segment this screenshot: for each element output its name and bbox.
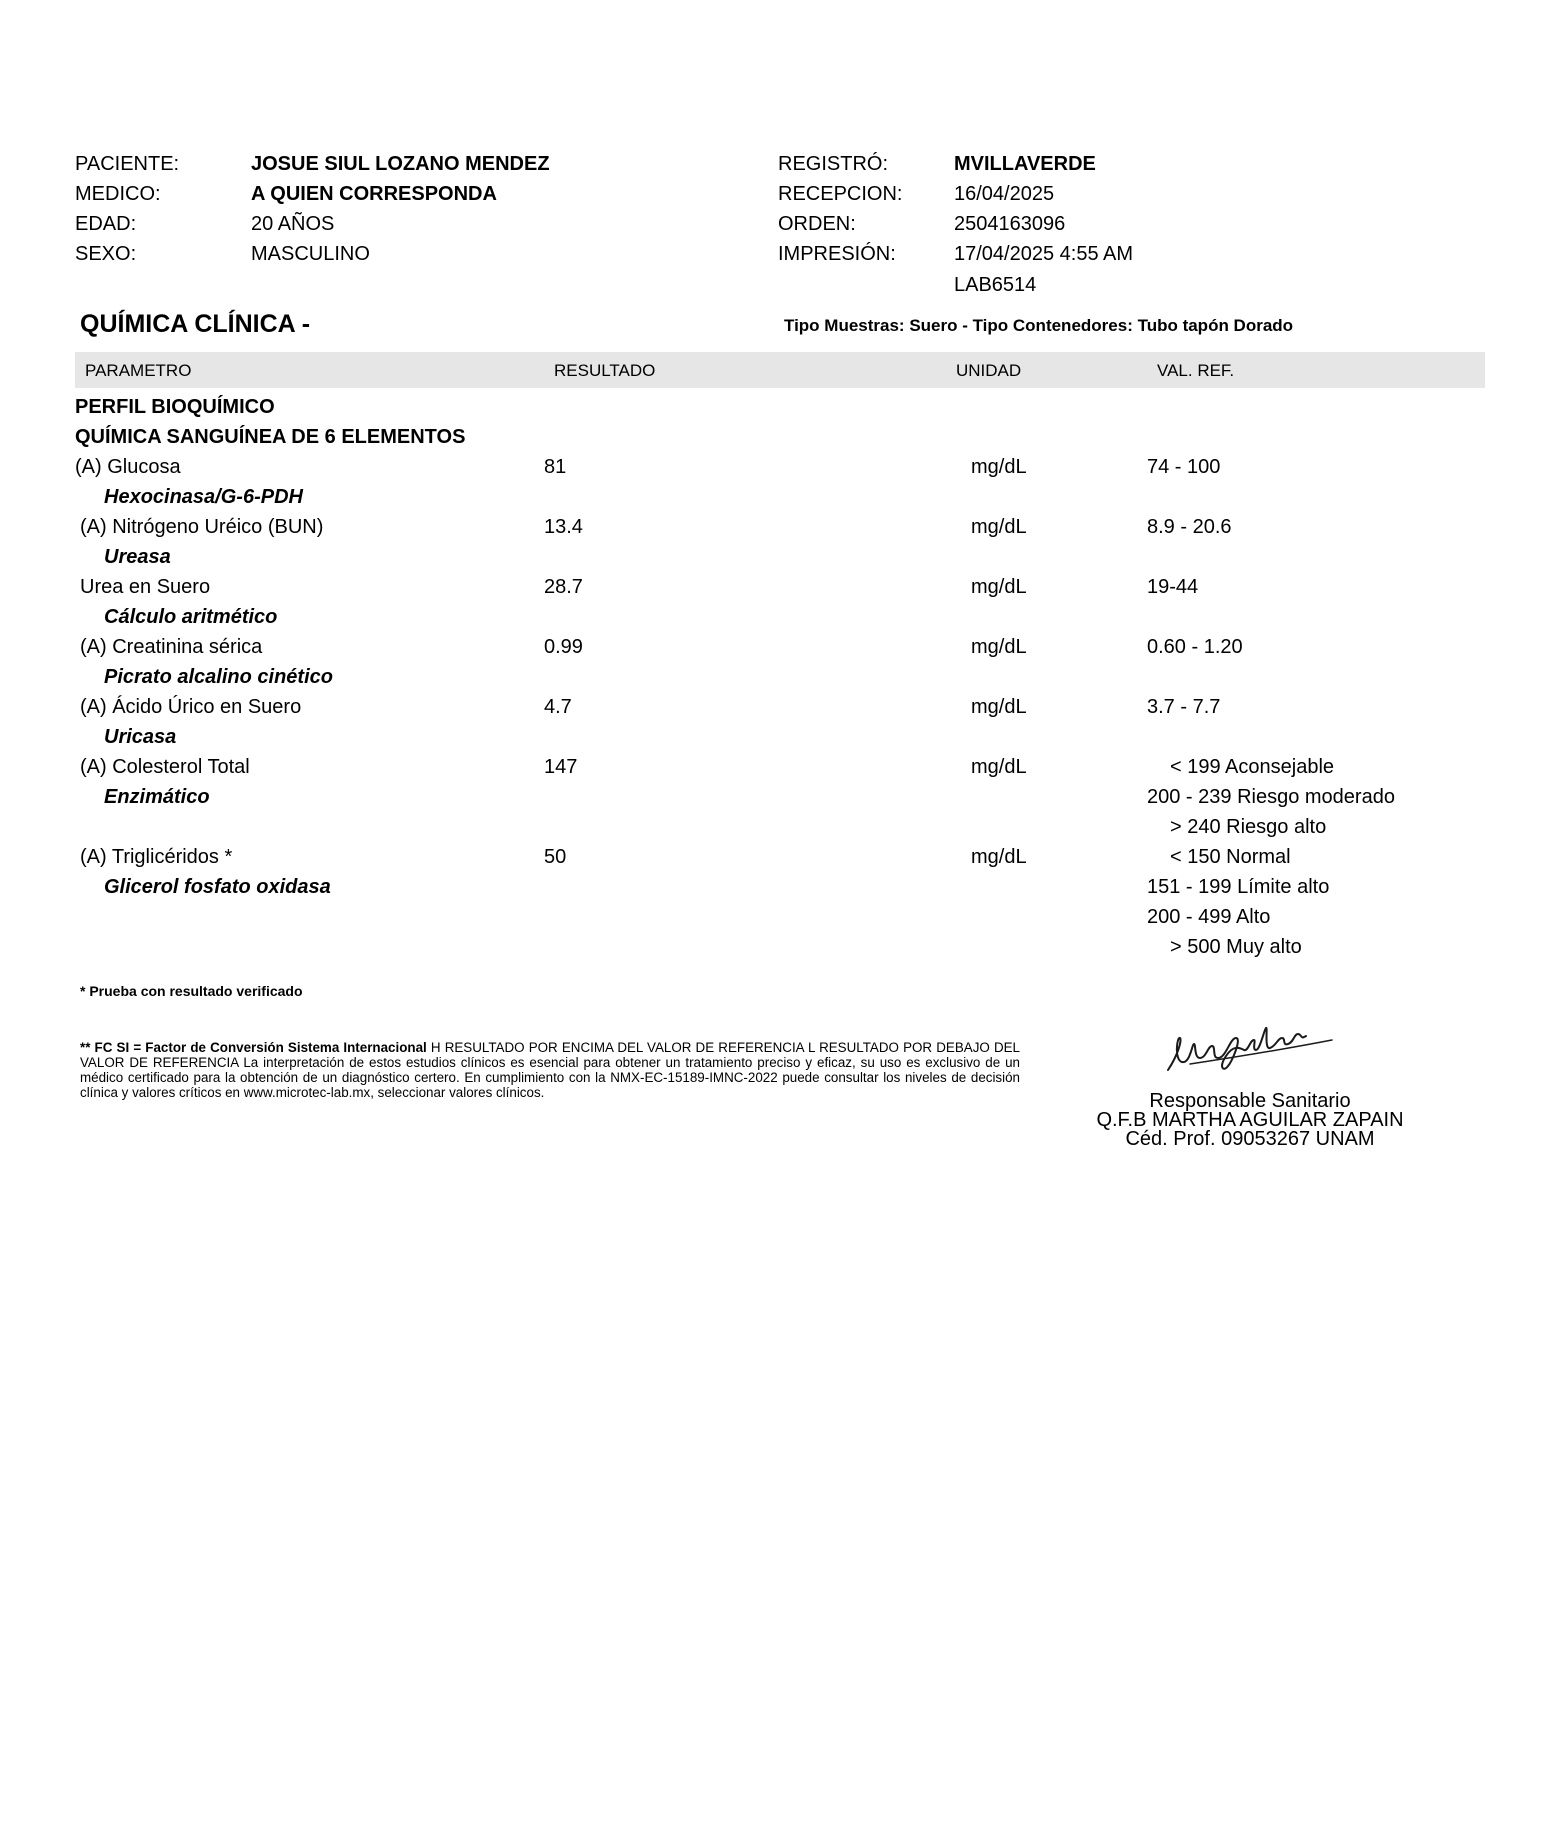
test-ref: > 500 Muy alto	[1170, 936, 1302, 958]
signature-image	[1160, 1000, 1340, 1090]
test-result: 0.99	[544, 636, 583, 658]
signer-name: Q.F.B MARTHA AGUILAR ZAPAIN	[1096, 1109, 1404, 1131]
test-unit: mg/dL	[971, 846, 1027, 868]
order-label: ORDEN:	[778, 213, 856, 235]
test-result: 50	[544, 846, 567, 868]
test-ref: < 150 Normal	[1170, 846, 1291, 868]
test-name: Urea en Suero	[80, 576, 211, 598]
age-value: 20 AÑOS	[251, 213, 335, 235]
col-valref: VAL. REF.	[1157, 361, 1235, 380]
test-unit: mg/dL	[971, 456, 1027, 478]
test-ref: 19-44	[1147, 576, 1199, 598]
test-unit: mg/dL	[971, 696, 1027, 718]
column-header-bar	[75, 352, 1485, 388]
doctor-label: MEDICO:	[75, 183, 161, 205]
patient-label: PACIENTE:	[75, 153, 180, 175]
print-datetime: 17/04/2025 4:55 AM	[954, 243, 1134, 265]
col-resultado: RESULTADO	[554, 361, 656, 380]
doctor-name: A QUIEN CORRESPONDA	[251, 183, 497, 205]
disclaimer	[80, 1040, 1020, 1100]
test-result: 28.7	[544, 576, 583, 598]
test-name: (A) Glucosa	[75, 456, 181, 478]
signer-role: Responsable Sanitario	[1149, 1090, 1351, 1112]
test-method: Picrato alcalino cinético	[104, 666, 333, 688]
test-unit: mg/dL	[971, 516, 1027, 538]
test-ref: > 240 Riesgo alto	[1170, 816, 1327, 838]
test-method: Hexocinasa/G-6-PDH	[104, 486, 303, 508]
test-ref: 200 - 499 Alto	[1147, 906, 1271, 928]
test-result: 4.7	[544, 696, 572, 718]
test-ref: < 199 Aconsejable	[1170, 756, 1335, 778]
signer-license: Céd. Prof. 09053267 UNAM	[1125, 1128, 1375, 1150]
test-method: Cálculo aritmético	[104, 606, 278, 628]
test-method: Enzimático	[104, 786, 210, 808]
reception-date: 16/04/2025	[954, 183, 1055, 205]
order-number: 2504163096	[954, 213, 1066, 235]
sex-value: MASCULINO	[251, 243, 370, 265]
test-method: Glicerol fosfato oxidasa	[104, 876, 331, 898]
test-name: (A) Colesterol Total	[80, 756, 250, 778]
test-method: Ureasa	[104, 546, 171, 568]
profile-title: PERFIL BIOQUÍMICO	[75, 396, 275, 418]
sex-label: SEXO:	[75, 243, 137, 265]
signature-block	[1080, 1092, 1420, 1149]
section-title: QUÍMICA CLÍNICA -	[80, 310, 311, 338]
test-result: 81	[544, 456, 567, 478]
test-name: (A) Ácido Úrico en Suero	[80, 696, 302, 718]
lab-code: LAB6514	[954, 274, 1037, 296]
test-ref: 8.9 - 20.6	[1147, 516, 1232, 538]
test-ref: 0.60 - 1.20	[1147, 636, 1243, 658]
test-ref: 3.7 - 7.7	[1147, 696, 1221, 718]
test-name: (A) Nitrógeno Uréico (BUN)	[80, 516, 324, 538]
age-label: EDAD:	[75, 213, 137, 235]
test-ref: 74 - 100	[1147, 456, 1221, 478]
test-method: Uricasa	[104, 726, 177, 748]
col-parametro: PARAMETRO	[85, 361, 192, 380]
sample-info: Tipo Muestras: Suero - Tipo Contenedores: Tubo tapón Dorado	[784, 316, 1294, 335]
disclaimer-text: H RESULTADO POR ENCIMA DEL VALOR DE REFERENCIA L RESULTADO POR DEBAJO DEL VALOR DE REFERENCIA La interpretación de estos estudios clínicos es esencial para obtener un tratamiento preciso y eficaz, su uso es exclusivo de un médico certificado para la obtención de un diagnóstico certero. En cumplimiento con la NMX-EC-15189-IMNC-2022 puede consultar los niveles de decisión clínica y valores críticos en www.microtec-lab.mx, seleccionar valores clínicos.	[80, 1040, 1020, 1100]
col-unidad: UNIDAD	[956, 361, 1022, 380]
test-name: (A) Triglicéridos *	[80, 846, 233, 868]
test-unit: mg/dL	[971, 756, 1027, 778]
test-result: 13.4	[544, 516, 583, 538]
test-ref: 200 - 239 Riesgo moderado	[1147, 786, 1395, 808]
print-label: IMPRESIÓN:	[778, 243, 896, 265]
patient-name: JOSUE SIUL LOZANO MENDEZ	[251, 153, 550, 175]
verified-footnote: * Prueba con resultado verificado	[80, 983, 303, 999]
test-name: (A) Creatinina sérica	[80, 636, 263, 658]
test-result: 147	[544, 756, 578, 778]
reception-label: RECEPCION:	[778, 183, 903, 205]
panel-title: QUÍMICA SANGUÍNEA DE 6 ELEMENTOS	[75, 426, 466, 448]
test-ref: 151 - 199 Límite alto	[1147, 876, 1330, 898]
test-unit: mg/dL	[971, 576, 1027, 598]
registered-by-value: MVILLAVERDE	[954, 153, 1096, 175]
disclaimer-bold: ** FC SI = Factor de Conversión Sistema Internacional	[80, 1040, 427, 1055]
registered-by-label: REGISTRÓ:	[778, 153, 889, 175]
test-unit: mg/dL	[971, 636, 1027, 658]
